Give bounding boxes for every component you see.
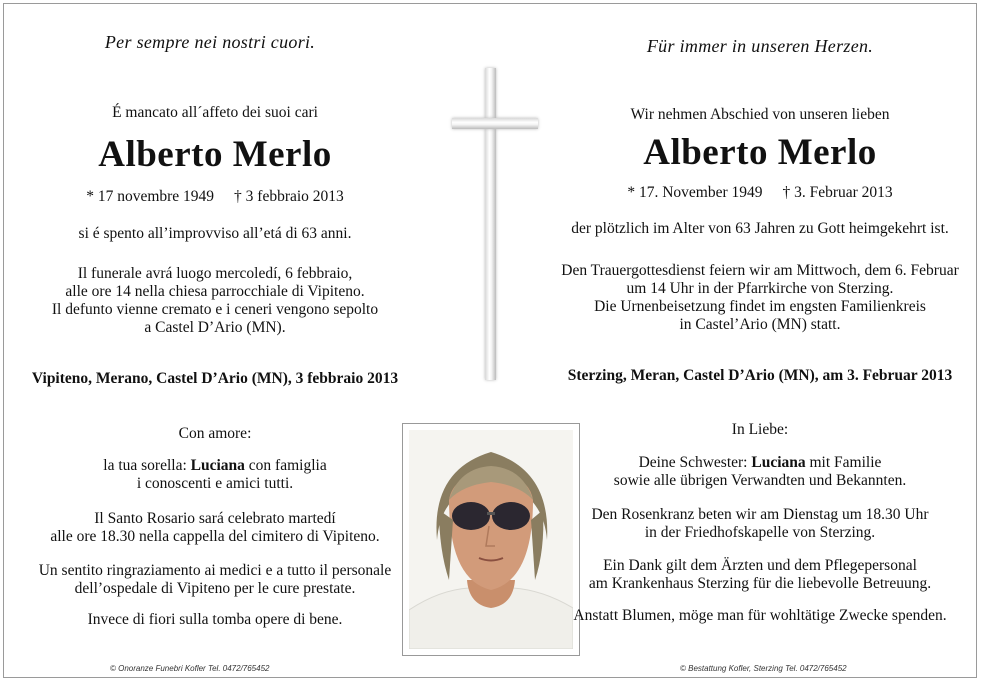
rosary-line: Den Rosenkranz beten wir am Dienstag um 18.30 Uhr (591, 506, 929, 523)
rosary-it (20, 510, 410, 546)
family-suffix: con famiglia (244, 457, 327, 474)
family-suffix: mit Familie (805, 454, 882, 471)
family-prefix: Deine Schwester: (638, 454, 752, 471)
thanks-line: am Krankenhaus Sterzing für die liebevolle Betreuung. (588, 575, 932, 592)
dates-de (555, 184, 965, 202)
place-date-de: Sterzing, Meran, Castel D’Ario (MN), am 3. Februar 2013 (567, 367, 953, 384)
dates-it (20, 188, 410, 206)
funeral-line: in Castel’Ario (MN) statt. (679, 316, 841, 333)
thanks-line: Un sentito ringraziamento ai medici e a tutto il personale (38, 562, 392, 579)
funeral-line: alle ore 14 nella chiesa parrocchiale di Vipiteno. (65, 283, 365, 300)
family-line2: i conoscenti e amici tutti. (136, 475, 294, 492)
german-column (555, 0, 965, 683)
thanks-it (20, 562, 410, 598)
funeral-line: Il defunto vienne cremato e i ceneri vengono sepolto (51, 301, 379, 318)
thanks-line: Ein Dank gilt dem Ärzten und dem Pflegepersonal (603, 557, 917, 574)
family-de (555, 454, 965, 490)
deceased-name-it: Alberto Merlo (98, 134, 332, 175)
motto-de: Für immer in unseren Herzen. (646, 36, 874, 56)
birth-date-it: * 17 novembre 1949 (86, 188, 215, 205)
funeral-info-de (555, 262, 965, 334)
funeral-line: Den Trauergottesdienst feiern wir am Mittwoch, dem 6. Februar (561, 262, 959, 279)
rosary-de (555, 506, 965, 542)
italian-column (20, 0, 410, 683)
thanks-line: dell’ospedale di Vipiteno per le cure prestate. (74, 580, 356, 597)
portrait-photo (409, 430, 573, 649)
funeral-line: Il funerale avrá luogo mercoledí, 6 febbraio, (77, 265, 353, 282)
funeral-line: Die Urnenbeisetzung findet im engsten Familienkreis (594, 298, 926, 315)
funeral-line: a Castel D’Ario (MN). (144, 319, 286, 336)
flowers-it: Invece di fiori sulla tomba opere di bene. (87, 611, 343, 628)
flowers-de: Anstatt Blumen, möge man für wohltätige Zwecke spenden. (573, 607, 947, 624)
death-date-it: † 3 febbraio 2013 (234, 188, 344, 205)
birth-date-de: * 17. November 1949 (627, 184, 763, 201)
family-prefix: la tua sorella: (103, 457, 191, 474)
sister-name: Luciana (190, 457, 245, 474)
with-love-it: Con amore: (178, 425, 252, 442)
footer-de: © Bestattung Kofler, Sterzing Tel. 0472/765452 (680, 664, 847, 673)
intro-it: É mancato all´affeto dei suoi cari (112, 104, 318, 121)
place-date-it: Vipiteno, Merano, Castel D’Ario (MN), 3 febbraio 2013 (31, 370, 399, 387)
rosary-line: alle ore 18.30 nella cappella del cimitero di Vipiteno. (50, 528, 380, 545)
footer-it: © Onoranze Funebri Kofler Tel. 0472/765452 (110, 664, 270, 673)
family-it (20, 457, 410, 493)
funeral-info-it (20, 265, 410, 337)
funeral-line: um 14 Uhr in der Pfarrkirche von Sterzing. (626, 280, 894, 297)
cross-vertical-bar (485, 68, 496, 380)
portrait-frame (402, 423, 580, 656)
family-line2: sowie alle übrigen Verwandten und Bekannten. (613, 472, 907, 489)
death-date-de: † 3. Februar 2013 (782, 184, 893, 201)
thanks-de (555, 557, 965, 593)
motto-it: Per sempre nei nostri cuori. (104, 32, 316, 52)
rosary-line: Il Santo Rosario sará celebrato martedí (94, 510, 336, 527)
sister-name: Luciana (751, 454, 806, 471)
portrait-image (409, 430, 573, 649)
with-love-de: In Liebe: (731, 421, 789, 438)
death-line-it: si é spento all’improvviso all’etá di 63 anni. (78, 225, 352, 242)
rosary-line: in der Friedhofskapelle von Sterzing. (644, 524, 876, 541)
deceased-name-de: Alberto Merlo (643, 132, 877, 173)
death-line-de: der plötzlich im Alter von 63 Jahren zu Gott heimgekehrt ist. (571, 220, 949, 237)
cross-horizontal-bar (452, 118, 538, 129)
intro-de: Wir nehmen Abschied von unseren lieben (630, 106, 890, 123)
